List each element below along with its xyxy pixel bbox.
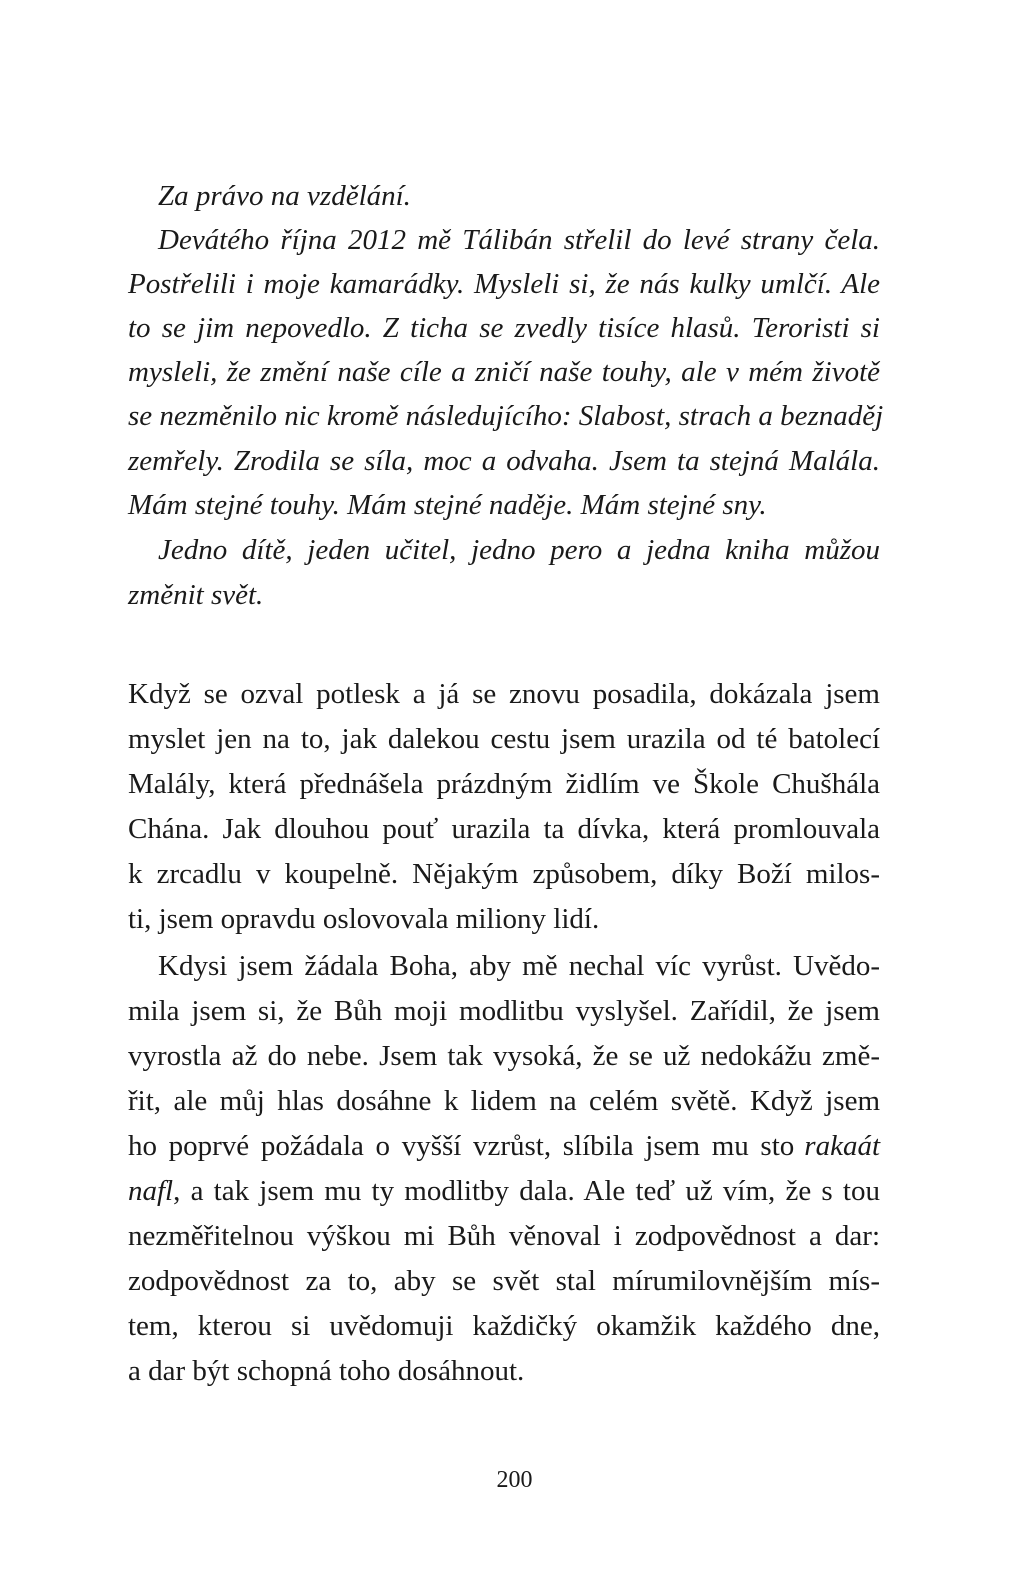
body-line: ti, jsem opravdu oslovovala miliony lidí. (128, 903, 600, 935)
body-line-text: ho poprvé požádala o vyšší vzrůst, slíbila jsem mu sto (128, 1130, 795, 1162)
body-line: tem, kterou si uvědomuji každičký okamžik každého dne, (128, 1310, 880, 1342)
italic-term: nafl (128, 1175, 174, 1207)
body-line (128, 1171, 880, 1211)
page-number: 200 (496, 1467, 533, 1493)
speech-line: to se jim nepovedlo. Z ticha se zvedly tisíce hlasů. Teroristi si (128, 312, 880, 344)
body-line: nezměřitelnou výškou mi Bůh věnoval i zodpovědnost a dar: (128, 1220, 880, 1252)
body-line (128, 1126, 880, 1166)
body-line: Chána. Jak dlouhou pouť urazila ta dívka, která promlouvala (128, 813, 880, 845)
body-line: k zrcadlu v koupelně. Nějakým způsobem, díky Boží milos- (128, 858, 880, 890)
italic-term: rakaát (804, 1130, 880, 1162)
body-line: řit, ale můj hlas dosáhne k lidem na celém světě. Když jsem (128, 1085, 880, 1117)
body-line: Když se ozval potlesk a já se znovu posadila, dokázala jsem (128, 678, 880, 710)
body-line: a dar být schopná toho dosáhnout. (128, 1355, 525, 1387)
speech-line: zemřely. Zrodila se síla, moc a odvaha. Jsem ta stejná Malála. (128, 445, 880, 477)
speech-line: Za právo na vzdělání. (158, 180, 411, 212)
body-line: zodpovědnost za to, aby se svět stal mírumilovnějším mís- (128, 1265, 880, 1297)
body-line: myslet jen na to, jak dalekou cestu jsem urazila od té batolecí (128, 723, 880, 755)
speech-line: Mám stejné touhy. Mám stejné naděje. Mám stejné sny. (128, 489, 767, 521)
body-line-text: , a tak jsem mu ty modlitby dala. Ale teď už vím, že s tou (173, 1175, 880, 1207)
body-line: Kdysi jsem žádala Boha, aby mě nechal víc vyrůst. Uvědo- (158, 950, 880, 982)
body-line: vyrostla až do nebe. Jsem tak vysoká, že se už nedokážu změ- (128, 1040, 880, 1072)
speech-line: Jedno dítě, jeden učitel, jedno pero a jedna kniha můžou (158, 534, 880, 566)
body-line: Malály, která přednášela prázdným židlím ve Škole Chušhála (128, 768, 880, 800)
speech-line: mysleli, že změní naše cíle a zničí naše touhy, ale v mém životě (128, 356, 880, 388)
body-line: mila jsem si, že Bůh moji modlitbu vyslyšel. Zařídil, že jsem (128, 995, 880, 1027)
speech-line: Devátého října 2012 mě Tálibán střelil do levé strany čela. (158, 224, 880, 256)
speech-line: se nezměnilo nic kromě následujícího: Slabost, strach a beznaděj (128, 400, 884, 432)
speech-line: změnit svět. (128, 579, 264, 611)
speech-line: Postřelili i moje kamarádky. Mysleli si, že nás kulky umlčí. Ale (128, 268, 880, 300)
